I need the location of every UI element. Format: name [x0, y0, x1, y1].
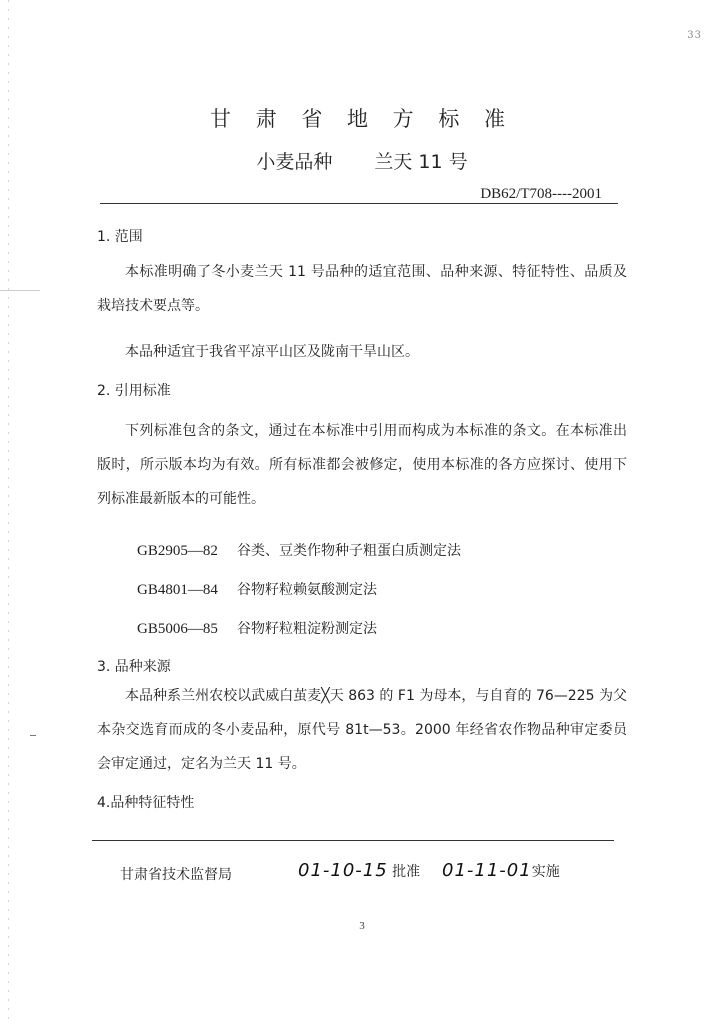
reference-title: 谷物籽粒赖氨酸测定法 — [237, 582, 377, 598]
corner-mark: 33 — [687, 30, 702, 41]
section-1-text-2: 本品种适宜于我省平凉平山区及陇南干旱山区。 — [125, 344, 419, 360]
section-3-paragraph-1 — [97, 679, 627, 781]
reference-code: GB2905—82 — [137, 543, 218, 559]
scan-mark-artifact — [30, 735, 36, 736]
section-2-text-1: 下列标准包含的条文，通过在本标准中引用而构成为本标准的条文。在本标准出版时，所示版本均为有效。所有标准都会被修定，使用本标准的各方应探讨、使用下列标准最新版本的可能性。 — [97, 423, 627, 507]
section-1-heading: 1. 范围 — [97, 229, 143, 245]
section-1-text-1: 本标准明确了冬小麦兰天 11 号品种的适宜范围、品种来源、特征特性、品质及栽培技术要点等。 — [97, 264, 627, 314]
reference-title: 谷物籽粒粗淀粉测定法 — [237, 621, 377, 637]
approve-date-handwritten: 01-10-15 — [298, 860, 388, 881]
scan-mark-artifact — [0, 290, 40, 291]
standard-number: DB62/T708----2001 — [480, 186, 602, 202]
issuing-department: 甘肃省技术监督局 — [120, 867, 232, 883]
header-divider — [100, 203, 618, 204]
document-title: 甘 肃 省 地 方 标 准 — [209, 107, 515, 131]
page-number: 3 — [359, 920, 365, 932]
section-1-paragraph-1 — [97, 255, 627, 323]
approval-stamp — [298, 860, 420, 881]
implement-date-handwritten: 01-11-01 — [442, 860, 532, 881]
section-4-heading: 4.品种特征特性 — [97, 795, 195, 811]
section-3-text-1: 本品种系兰州农校以武威白茧麦╳天 863 的 F1 为母本，与自育的 76—225 为父本杂交选育而成的冬小麦品种，原代号 81t—53。2000 年经省农作物品种审定委员会审定通过，定名为兰天 11 号。 — [97, 688, 627, 772]
implement-label: 实施 — [531, 864, 560, 880]
reference-code: GB4801—84 — [137, 582, 218, 598]
subtitle-crop: 小麦品种 — [256, 151, 333, 173]
document-subtitle — [0, 147, 724, 174]
footer — [120, 860, 620, 890]
reference-item — [137, 540, 461, 560]
section-3-heading: 3. 品种来源 — [97, 659, 171, 675]
implementation-stamp — [442, 860, 560, 881]
section-2-paragraph-1 — [97, 414, 627, 516]
approve-label: 批准 — [392, 864, 421, 880]
reference-title: 谷类、豆类作物种子粗蛋白质测定法 — [237, 543, 461, 559]
reference-item — [137, 618, 377, 638]
footer-divider — [92, 840, 614, 841]
reference-code: GB5006—85 — [137, 621, 218, 637]
section-1-paragraph-2 — [97, 335, 627, 369]
subtitle-variety: 兰天 11 号 — [374, 151, 468, 173]
section-2-heading: 2. 引用标准 — [97, 383, 171, 399]
reference-item — [137, 579, 377, 599]
